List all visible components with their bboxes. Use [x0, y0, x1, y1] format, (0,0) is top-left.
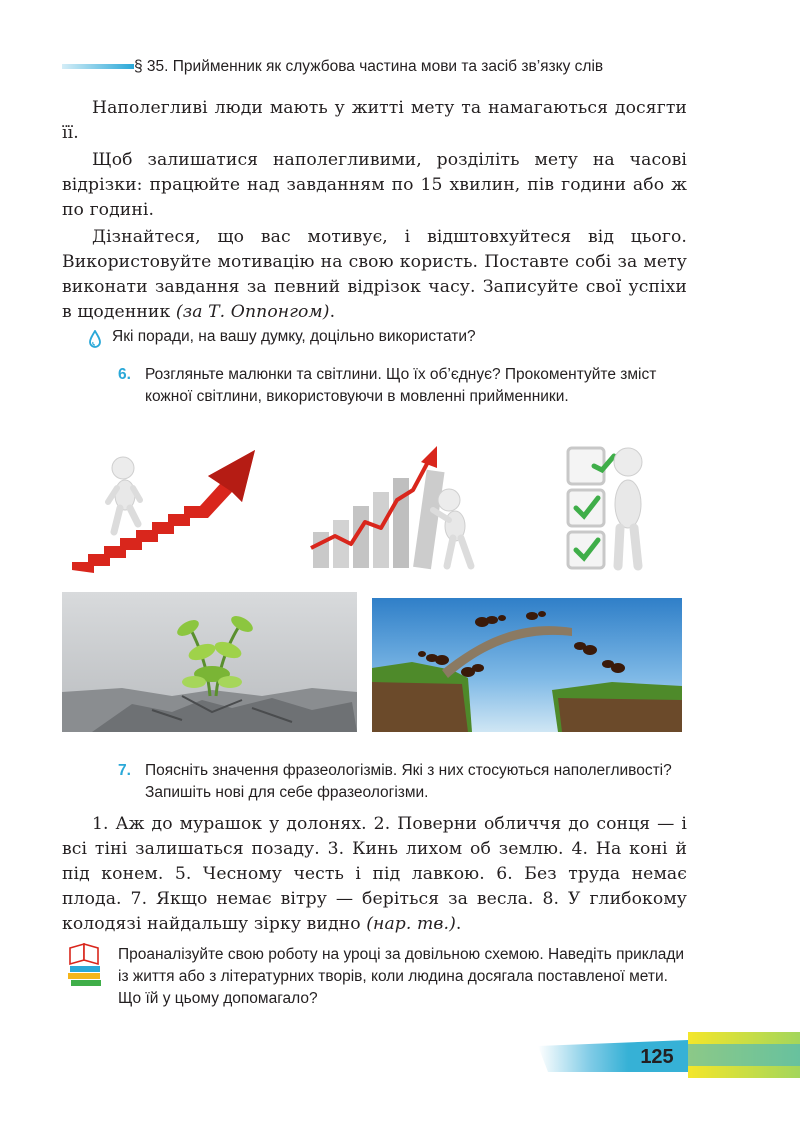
phrases-paragraph	[62, 812, 687, 937]
white-figure	[108, 457, 140, 532]
stairs-arrow-illustration	[70, 440, 270, 575]
gray-bars	[313, 470, 445, 570]
page-number: 125	[640, 1046, 674, 1068]
intro-paragraph-1: Наполегливі люди мають у житті мету та намагаються досягти її.	[62, 98, 687, 143]
ants-bridge-photo	[372, 598, 682, 732]
task-7-text: Поясніть значення фразеологізмів. Які з них стосуються наполегливості? Запишіть нові для себе фразеологізми.	[145, 762, 672, 801]
white-figure	[614, 448, 642, 566]
task-7-number: 7.	[118, 762, 131, 779]
task-6	[118, 364, 688, 408]
intro-citation: (за Т. Оппонгом)	[175, 302, 330, 322]
growth-chart-illustration	[305, 440, 495, 575]
pushing-figure	[433, 489, 471, 566]
section-title: § 35. Прийменник як службова частина мови та засіб зв’язку слів	[134, 58, 604, 75]
intro-paragraph-2: Щоб залишатися наполегливими, розділіть мету на часові відрізки: працюйте над завданням по 15 хвилин, пів години або ж по годині.	[62, 150, 687, 220]
intro-paragraph-3	[62, 225, 687, 325]
water-drop-icon	[88, 330, 102, 348]
red-stairs	[72, 450, 255, 573]
checklist-illustration	[560, 440, 670, 575]
sprout-photo	[62, 592, 357, 732]
task-6-number: 6.	[118, 366, 131, 383]
phrases-text	[62, 812, 687, 937]
summary-text: Проаналізуйте свою роботу на уроці за довільною схемою. Наведіть приклади із життя або з літературних творів, коли людина досягала поставленої мети. Що їй у цьому допомагало?	[118, 946, 685, 1007]
question-text: Які поради, на вашу думку, доцільно використати?	[112, 328, 476, 345]
intro-paragraph-3-text: Дізнайтеся, що вас мотивує, і відштовхуйтеся від цього. Використовуйте мотивацію на свою користь. Поставте собі за мету виконати завдання за певний відрізок часу. Записуйте свої успіхи в щоденник	[62, 227, 687, 322]
phrases-end: .	[455, 914, 462, 934]
intro-paragraph-3-end: .	[329, 302, 336, 322]
task-6-text: Розгляньте малюнки та світлини. Що їх об’єднує? Прокоментуйте зміст кожної світлини, використовуючи в мовленні прийменники.	[145, 366, 657, 405]
phrases-list: 1. Аж до мурашок у долонях. 2. Поверни обличчя до сонця — і всі тіні залишаться позаду. 3. Кинь лихом об землю. 4. На коні й під конем. 5. Чесному честь і під лавкою. 6. Без труда немає плода. 7. Якщо немає вітру — беріться за весла. 8. У глибокому колодязі найдальшу зірку видно	[62, 814, 687, 934]
header-accent-bar	[62, 62, 134, 72]
books-icon	[66, 942, 106, 988]
intro-text	[62, 96, 687, 325]
phrases-citation: (нар. тв.)	[366, 914, 456, 934]
task-7	[118, 760, 688, 804]
